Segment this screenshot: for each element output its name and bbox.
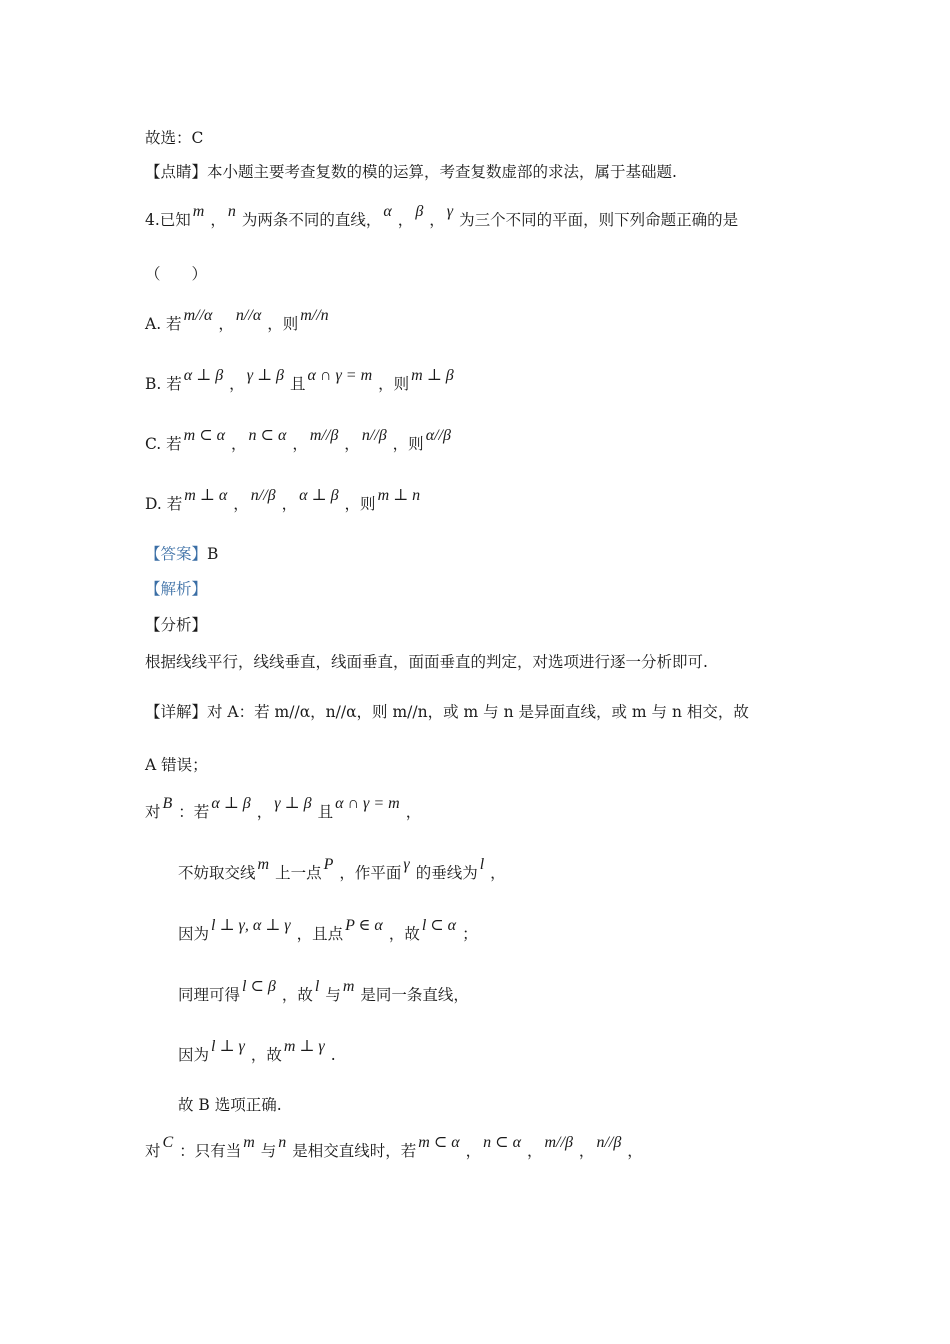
detail-c-line: 对 C ：只有当 m 与 n 是相交直线时，若 m ⊂ α ， n ⊂ α ， m//β ， n//β ， (145, 1134, 643, 1160)
question-paren: （ ） (145, 265, 208, 283)
detail-step-5: 故 B 选项正确. (178, 1096, 282, 1114)
analysis-label: 【解析】 (145, 580, 208, 598)
prev-answer: 故选：C (145, 129, 204, 147)
option-c: C. 若 m ⊂ α ， n ⊂ α ， m//β ， n//β ，则 α//β (145, 427, 451, 453)
answer-value: B (207, 545, 219, 563)
detail-line-1: 【详解】对 A：若 m//α，n//α，则 m//n，或 m 与 n 是异面直线，或 m 与 n 相交，故 (145, 703, 749, 721)
answer-line (145, 544, 218, 564)
detail-step-4: 因为 l ⊥ γ ，故 m ⊥ γ . (178, 1038, 336, 1064)
question-stem: 4.已知 m ， n 为两条不同的直线， α ， β ， γ 为三个不同的平面，则下列命题正确的是 (145, 203, 739, 229)
fenxi-label: 【分析】 (145, 616, 208, 634)
detail-step-2: 因为 l ⊥ γ, α ⊥ γ ，且点 P ∈ α ，故 l ⊂ α ； (178, 917, 478, 943)
option-b: B. 若 α ⊥ β ， γ ⊥ β 且 α ∩ γ = m ，则 m ⊥ β (145, 367, 454, 393)
detail-b-line: 对 B ：若 α ⊥ β ， γ ⊥ β 且 α ∩ γ = m ， (145, 795, 422, 821)
option-a: A. 若 m//α ， n//α ，则 m//n (145, 307, 329, 333)
detail-step-3: 同理可得 l ⊂ β ，故 l 与 m 是同一条直线， (178, 978, 469, 1004)
detail-step-1: 不妨取交线 m 上一点 P ，作平面 γ 的垂线为 l ， (178, 856, 506, 882)
detail-line-2: A 错误； (145, 756, 208, 774)
answer-label: 【答案】 (145, 545, 208, 563)
fenxi-text: 根据线线平行，线线垂直，线面垂直，面面垂直的判定，对选项进行逐一分析即可. (145, 653, 708, 671)
option-d: D. 若 m ⊥ α ， n//β ， α ⊥ β ，则 m ⊥ n (145, 487, 421, 513)
point-note: 【点睛】本小题主要考查复数的模的运算，考查复数虚部的求法，属于基础题. (145, 163, 677, 181)
